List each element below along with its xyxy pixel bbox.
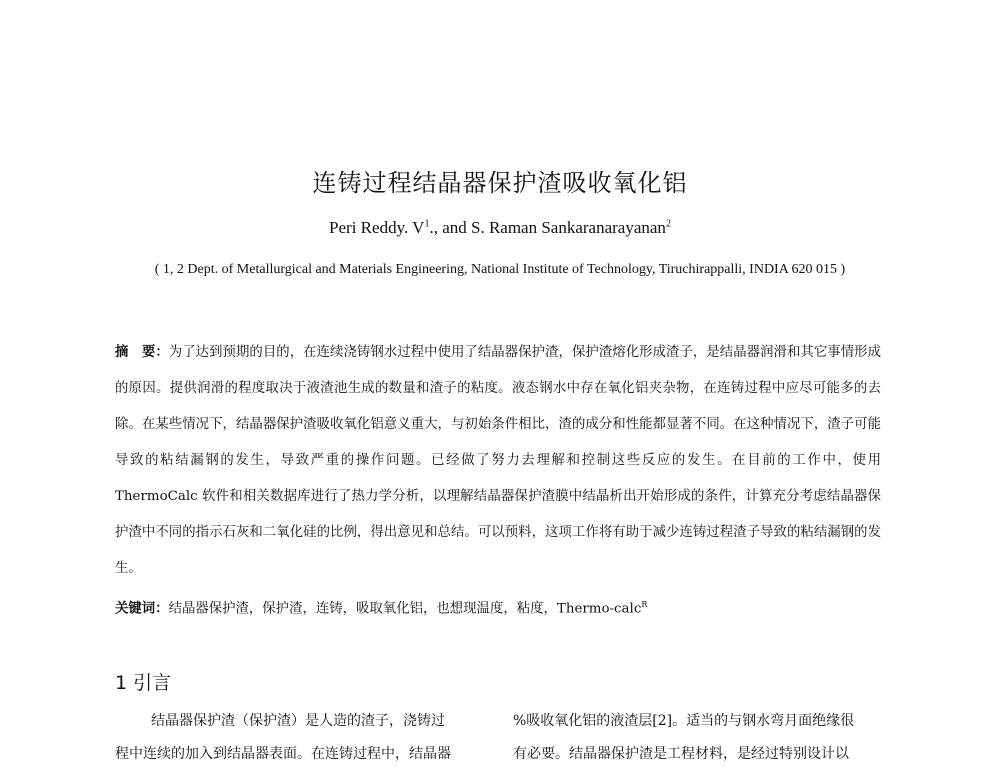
author-connector: ., and S. Raman Sankaranarayanan: [429, 218, 666, 237]
body-line: %吸收氧化铝的液渣层[2]。适当的与钢水弯月面绝缘很: [513, 713, 855, 729]
author-2-affiliation-mark: 2: [665, 218, 671, 230]
body-column-left: [115, 705, 480, 771]
keywords-registered-mark: R: [641, 600, 648, 609]
keywords-label: 关键词：: [115, 600, 169, 617]
keywords-text: 结晶器保护渣，保护渣，连铸，吸取氧化铝，也想现温度，粘度，Thermo-calc: [168, 601, 642, 617]
affiliation: ( 1, 2 Dept. of Metallurgical and Materials Engineering, National Institute of Technology, Tiruchirappalli, INDIA 620 015 ): [154, 262, 846, 277]
body-line: 结晶器保护渣（保护渣）是人造的渣子，浇铸过: [151, 713, 445, 729]
author-line: [0, 218, 1000, 238]
body-column-right: [513, 705, 878, 771]
abstract: [115, 334, 881, 587]
body-line: 有必要。结晶器保护渣是工程材料，是经过特别设计以: [513, 746, 849, 762]
keywords: [115, 593, 881, 621]
abstract-text: 为了达到预期的目的，在连续浇铸钢水过程中使用了结晶器保护渣，保护渣熔化形成渣子，是结晶器润滑和其它事情形成的原因。提供润滑的程度取决于液渣池生成的数量和渣子的粘度。液态钢水中存在氧化铝夹杂物，在连铸过程中应尽可能多的去除。在某些情况下，结晶器保护渣吸收氧化铝意义重大，与初始条件相比，渣的成分和性能都显著不同。在这种情况下，渣子可能导致的粘结漏钢的发生，导致严重的操作问题。已经做了努力去理解和控制这些反应的发生。在目前的工作中，使用 ThermoCalc 软件和相关数据库进行了热力学分析，以理解结晶器保护渣膜中结晶析出开始形成的条件，计算充分考虑结晶器保护渣中不同的指示石灰和二氧化硅的比例，得出意见和总结。可以预料，这项工作将有助于减少连铸过程渣子导致的粘结漏钢的发生。: [115, 345, 882, 576]
paper-title: 连铸过程结晶器保护渣吸收氧化铝: [312, 169, 688, 197]
body-line: 程中连续的加入到结晶器表面。在连铸过程中，结晶器: [115, 746, 451, 762]
author-1-affiliation-mark: 1: [424, 218, 430, 230]
author-1: Peri Reddy. V: [329, 218, 425, 237]
abstract-label: 摘 要：: [115, 344, 169, 360]
section-heading: 1 引言: [115, 672, 172, 694]
